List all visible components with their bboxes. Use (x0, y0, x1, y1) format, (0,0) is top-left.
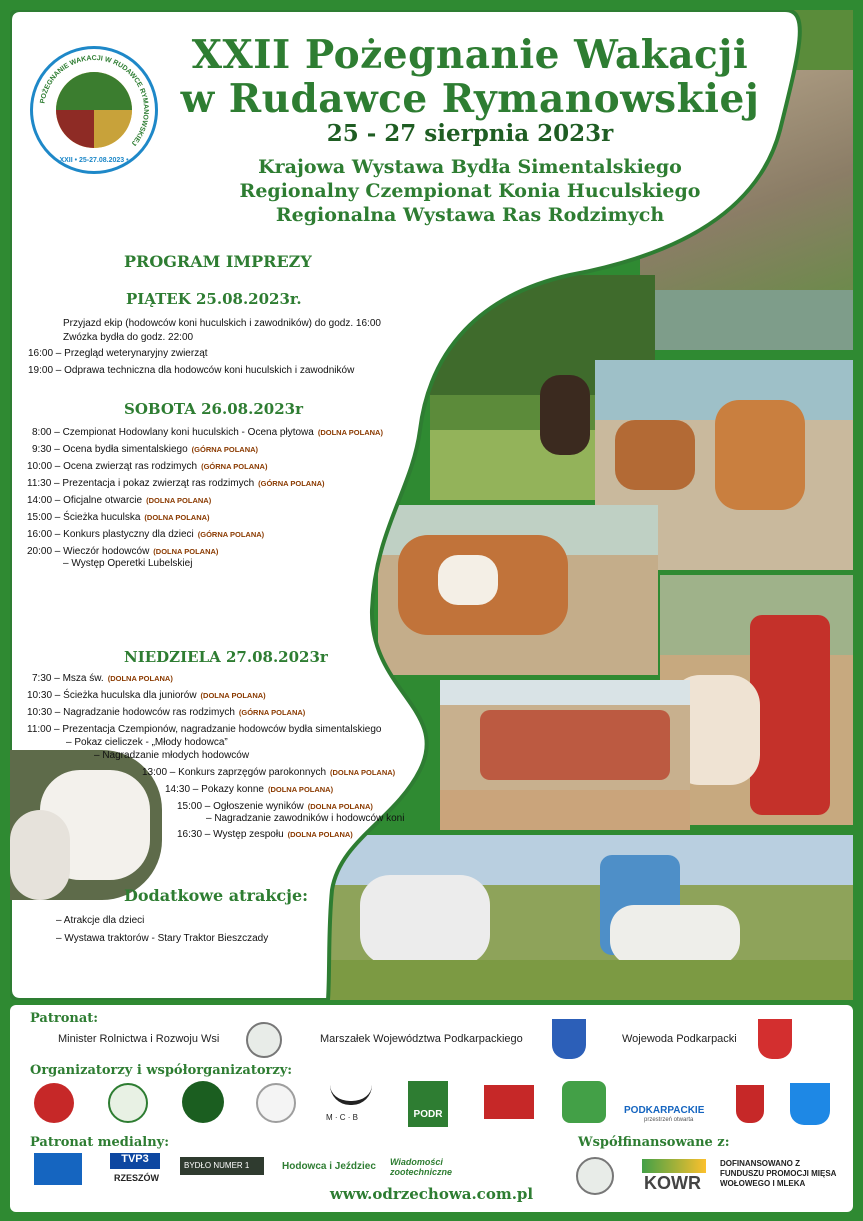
kowr-swoosh-icon (642, 1159, 706, 1173)
organizer-logo-2-icon (108, 1083, 148, 1123)
podr-logo (408, 1081, 448, 1127)
cofinanced-label: Współfinansowane z: (578, 1135, 730, 1150)
podkarpackie-brand-subtext: przestrzeń otwarta (644, 1117, 694, 1123)
podr-logo-text: PODR (413, 1109, 443, 1120)
website-link[interactable]: www.odrzechowa.com.pl (329, 1185, 534, 1203)
subtitle-native-breeds: Regionalna Wystawa Ras Rodzimych (275, 204, 665, 226)
organizers-label: Organizatorzy i współorganizatorzy: (30, 1063, 293, 1078)
saturday-line-6: 15:00 – Ścieżka huculska (DOLNA POLANA) (27, 512, 210, 523)
logo-date-text: XXII • 25-27.08.2023 • (59, 157, 129, 164)
program-heading: PROGRAM IMPREZY (124, 252, 312, 271)
saturday-line-7: 16:00 – Konkurs plastyczny dla dzieci (GÓRNA POLANA) (27, 529, 265, 540)
sunday-line-7: 13:00 – Konkurs zaprzęgów parokonnych (DOLNA POLANA) (142, 767, 396, 778)
sunday-line-1: 7:30 – Msza św. (DOLNA POLANA) (32, 673, 173, 684)
rymanow-coat-of-arms-icon (790, 1083, 830, 1125)
wiadomosci-zootechniczne-logo-text: Wiadomości zootechniczne (390, 1157, 453, 1177)
friday-heading: PIĄTEK 25.08.2023r. (126, 290, 302, 308)
sunday-line-9: 15:00 – Ogłoszenie wyników (DOLNA POLANA) (177, 801, 373, 812)
mcb-horns-icon (330, 1083, 372, 1105)
ministry-emblem-icon (246, 1022, 282, 1058)
friday-line-2: Zwózka bydła do godz. 22:00 (63, 332, 194, 343)
kowr-fund-text: DOFINANSOWANO Z FUNDUSZU PROMOCJI MIĘSA WOŁOWEGO I MLEKA (720, 1159, 837, 1188)
saturday-line-8: 20:00 – Wieczór hodowców (DOLNA POLANA) (27, 546, 219, 557)
hodowca-jezdziec-logo-text: Hodowca i Jeździec (282, 1161, 376, 1172)
saturday-line-9: – Występ Operetki Lubelskiej (63, 558, 193, 569)
patronat-label: Patronat: (30, 1011, 99, 1026)
tvp3-logo-text: TVP3 (121, 1153, 149, 1165)
saturday-line-3: 10:00 – Ocena zwierząt ras rodzimych (GÓRNA POLANA) (27, 461, 268, 472)
polish-radio-logo-icon (34, 1153, 82, 1185)
organizer-logo-4-icon (256, 1083, 296, 1123)
partners-panel (10, 1005, 853, 1212)
event-title-line1: XXII Pożegnanie Wakacji (191, 32, 749, 78)
numer1-logo-text: NUMER 1 (213, 1161, 250, 1170)
saturday-heading: SOBOTA 26.08.2023r (124, 400, 303, 418)
friday-line-4: 19:00 – Odprawa techniczna dla hodowców koni huculskich i zawodników (28, 365, 355, 376)
organizer-logo-3-icon (182, 1081, 224, 1123)
podkarpackie-coat-of-arms-icon (552, 1019, 586, 1059)
tvp3-city: RZESZÓW (114, 1173, 159, 1183)
photo-goat-kids (10, 750, 162, 900)
sunday-line-4: 11:00 – Prezentacja Czempionów, nagradzanie hodowców bydła simentalskiego (27, 724, 382, 735)
extra-line-2: – Wystawa traktorów - Stary Traktor Bieszczady (56, 933, 269, 944)
podkarpackie-brand-text: PODKARPACKIE (624, 1105, 705, 1116)
patron-marshal: Marszałek Województwa Podkarpackiego (320, 1033, 523, 1045)
sunday-line-5: – Pokaz cieliczek - „Młody hodowca” (66, 737, 228, 748)
event-dates: 25 - 27 sierpnia 2023r (326, 120, 614, 147)
tvp3-logo (110, 1153, 160, 1169)
extra-line-1: – Atrakcje dla dzieci (56, 915, 145, 926)
sunday-line-8: 14:30 – Pokazy konne (DOLNA POLANA) (165, 784, 334, 795)
media-patronage-label: Patronat medialny: (30, 1135, 170, 1150)
organizer-logo-1-icon (34, 1083, 74, 1123)
sunday-line-10: – Nagradzanie zawodników i hodowców koni (206, 813, 405, 824)
polish-eagle-icon (758, 1019, 792, 1059)
saturday-line-1: 8:00 – Czempionat Hodowlany koni huculskich - Ocena płytowa (DOLNA POLANA) (32, 427, 383, 438)
subtitle-simmental: Krajowa Wystawa Bydła Simentalskiego (258, 156, 682, 178)
logo-ring-text: POŻEGNANIE WAKACJI W RUDAWCE RYMANOWSKIEJ (39, 54, 150, 147)
saturday-line-5: 14:00 – Oficjalne otwarcie (DOLNA POLANA) (27, 495, 212, 506)
patron-voivode: Wojewoda Podkarpacki (622, 1033, 737, 1045)
cattle-breeders-logo-icon (484, 1085, 534, 1119)
sunday-line-2: 10:30 – Ścieżka huculska dla juniorów (DOLNA POLANA) (27, 690, 266, 701)
saturday-line-2: 9:30 – Ocena bydła simentalskiego (GÓRNA POLANA) (32, 444, 259, 455)
event-logo (30, 46, 158, 174)
krosno-coat-of-arms-icon (736, 1085, 764, 1123)
extra-attractions-heading: Dodatkowe atrakcje: (124, 886, 309, 905)
event-title-line2: w Rudawce Rymanowskiej (180, 76, 760, 122)
patron-minister: Minister Rolnictwa i Rozwoju Wsi (58, 1033, 220, 1045)
sunday-line-11: 16:30 – Występ zespołu (DOLNA POLANA) (177, 829, 353, 840)
friday-line-1: Przyjazd ekip (hodowców koni huculskich i zawodników) do godz. 16:00 (63, 318, 381, 329)
sunday-heading: NIEDZIELA 27.08.2023r (124, 648, 328, 666)
bydlo-logo-text: BYDŁO (184, 1161, 212, 1170)
sunday-line-6: – Nagradzanie młodych hodowców (94, 750, 250, 761)
kowr-logo-text: KOWR (644, 1173, 701, 1193)
bydlo-magazine-logo (180, 1157, 264, 1175)
horse-association-logo-icon (562, 1081, 606, 1123)
sunday-line-3: 10:30 – Nagradzanie hodowców ras rodzimych (GÓRNA POLANA) (27, 707, 306, 718)
friday-line-3: 16:00 – Przegląd weterynaryjny zwierząt (28, 348, 208, 359)
subtitle-hucul: Regionalny Czempionat Konia Huculskiego (239, 180, 701, 202)
saturday-line-4: 11:30 – Prezentacja i pokaz zwierząt ras rodzimych (GÓRNA POLANA) (27, 478, 325, 489)
mcb-logo-text: M · C · B (326, 1113, 358, 1122)
